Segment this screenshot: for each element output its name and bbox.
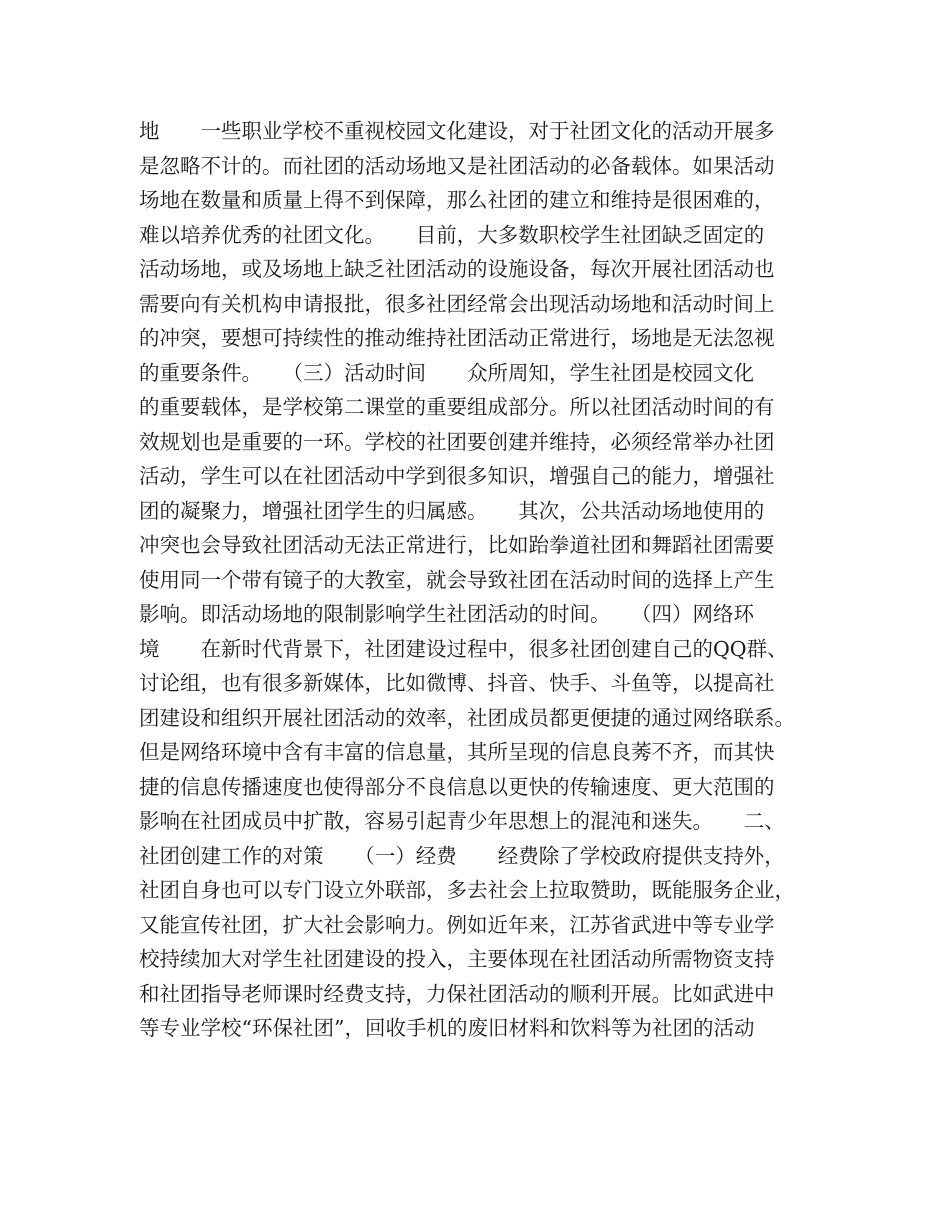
text-line: 使用同一个带有镜子的大教室，就会导致社团在活动时间的选择上产生 [139,567,775,592]
text-line: 社团自身也可以专门设立外联部，多去社会上拉取赞助，既能服务企业， [139,878,795,902]
text-line: 捷的信息传播速度也使得部分不良信息以更快的传输速度、更大范围的 [139,774,775,799]
text-line: 活动场地，或及场地上缺乏社团活动的设施设备，每次开展社团活动也 [139,257,775,281]
text-line: 社团创建工作的对策 （一）经费 经费除了学校政府提供支持外， [139,843,785,868]
text-line: 等专业学校“环保社团”，回收手机的废旧材料和饮料等为社团的活动 [139,1016,755,1040]
text-line: 需要向有关机构申请报批，很多社团经常会出现活动场地和活动时间上 [139,291,775,316]
text-line: 团的凝聚力，增强社团学生的归属感。 其次，公共活动场地使用的 [139,498,765,523]
text-line: 境 在新时代背景下，社团建设过程中，很多社团创建自己的QQ群、 [139,636,788,661]
text-line: 校持续加大对学生社团建设的投入，主要体现在社团活动所需物资支持 [139,947,775,971]
text-line: 影响在社团成员中扩散，容易引起青少年思想上的混沌和迷失。 二、 [139,809,785,833]
text-line: 和社团指导老师课时经费支持，力保社团活动的顺利开展。比如武进中 [139,981,775,1006]
text-line: 效规划也是重要的一环。学校的社团要创建并维持，必须经常举办社团 [139,429,775,454]
text-line: 的冲突，要想可持续性的推动维持社团活动正常进行，场地是无法忽视 [139,326,775,350]
text-line: 团建设和组织开展社团活动的效率，社团成员都更便捷的通过网络联系。 [139,705,795,730]
text-line: 又能宣传社团，扩大社会影响力。例如近年来，江苏省武进中等专业学 [139,912,775,937]
text-line: 但是网络环境中含有丰富的信息量，其所呈现的信息良莠不齐，而其快 [139,740,775,764]
text-line: 的重要条件。 （三）活动时间 众所周知，学生社团是校园文化 [139,360,754,385]
text-line: 的重要载体，是学校第二课堂的重要组成部分。所以社团活动时间的有 [139,395,775,419]
body-text [139,114,829,1046]
text-line: 地 一些职业学校不重视校园文化建设，对于社团文化的活动开展多 [139,119,775,143]
text-line: 冲突也会导致社团活动无法正常进行，比如跆拳道社团和舞蹈社团需要 [139,533,775,557]
text-line: 场地在数量和质量上得不到保障，那么社团的建立和维持是很困难的， [139,188,775,212]
text-line: 影响。即活动场地的限制影响学生社团活动的时间。 （四）网络环 [139,602,754,626]
text-line: 活动，学生可以在社团活动中学到很多知识，增强自己的能力，增强社 [139,464,775,488]
text-line: 讨论组，也有很多新媒体，比如微博、抖音、快手、斗鱼等，以提高社 [139,671,775,695]
text-line: 是忽略不计的。而社团的活动场地又是社团活动的必备载体。如果活动 [139,153,775,178]
text-line: 难以培养优秀的社团文化。 目前，大多数职校学生社团缺乏固定的 [139,222,765,247]
